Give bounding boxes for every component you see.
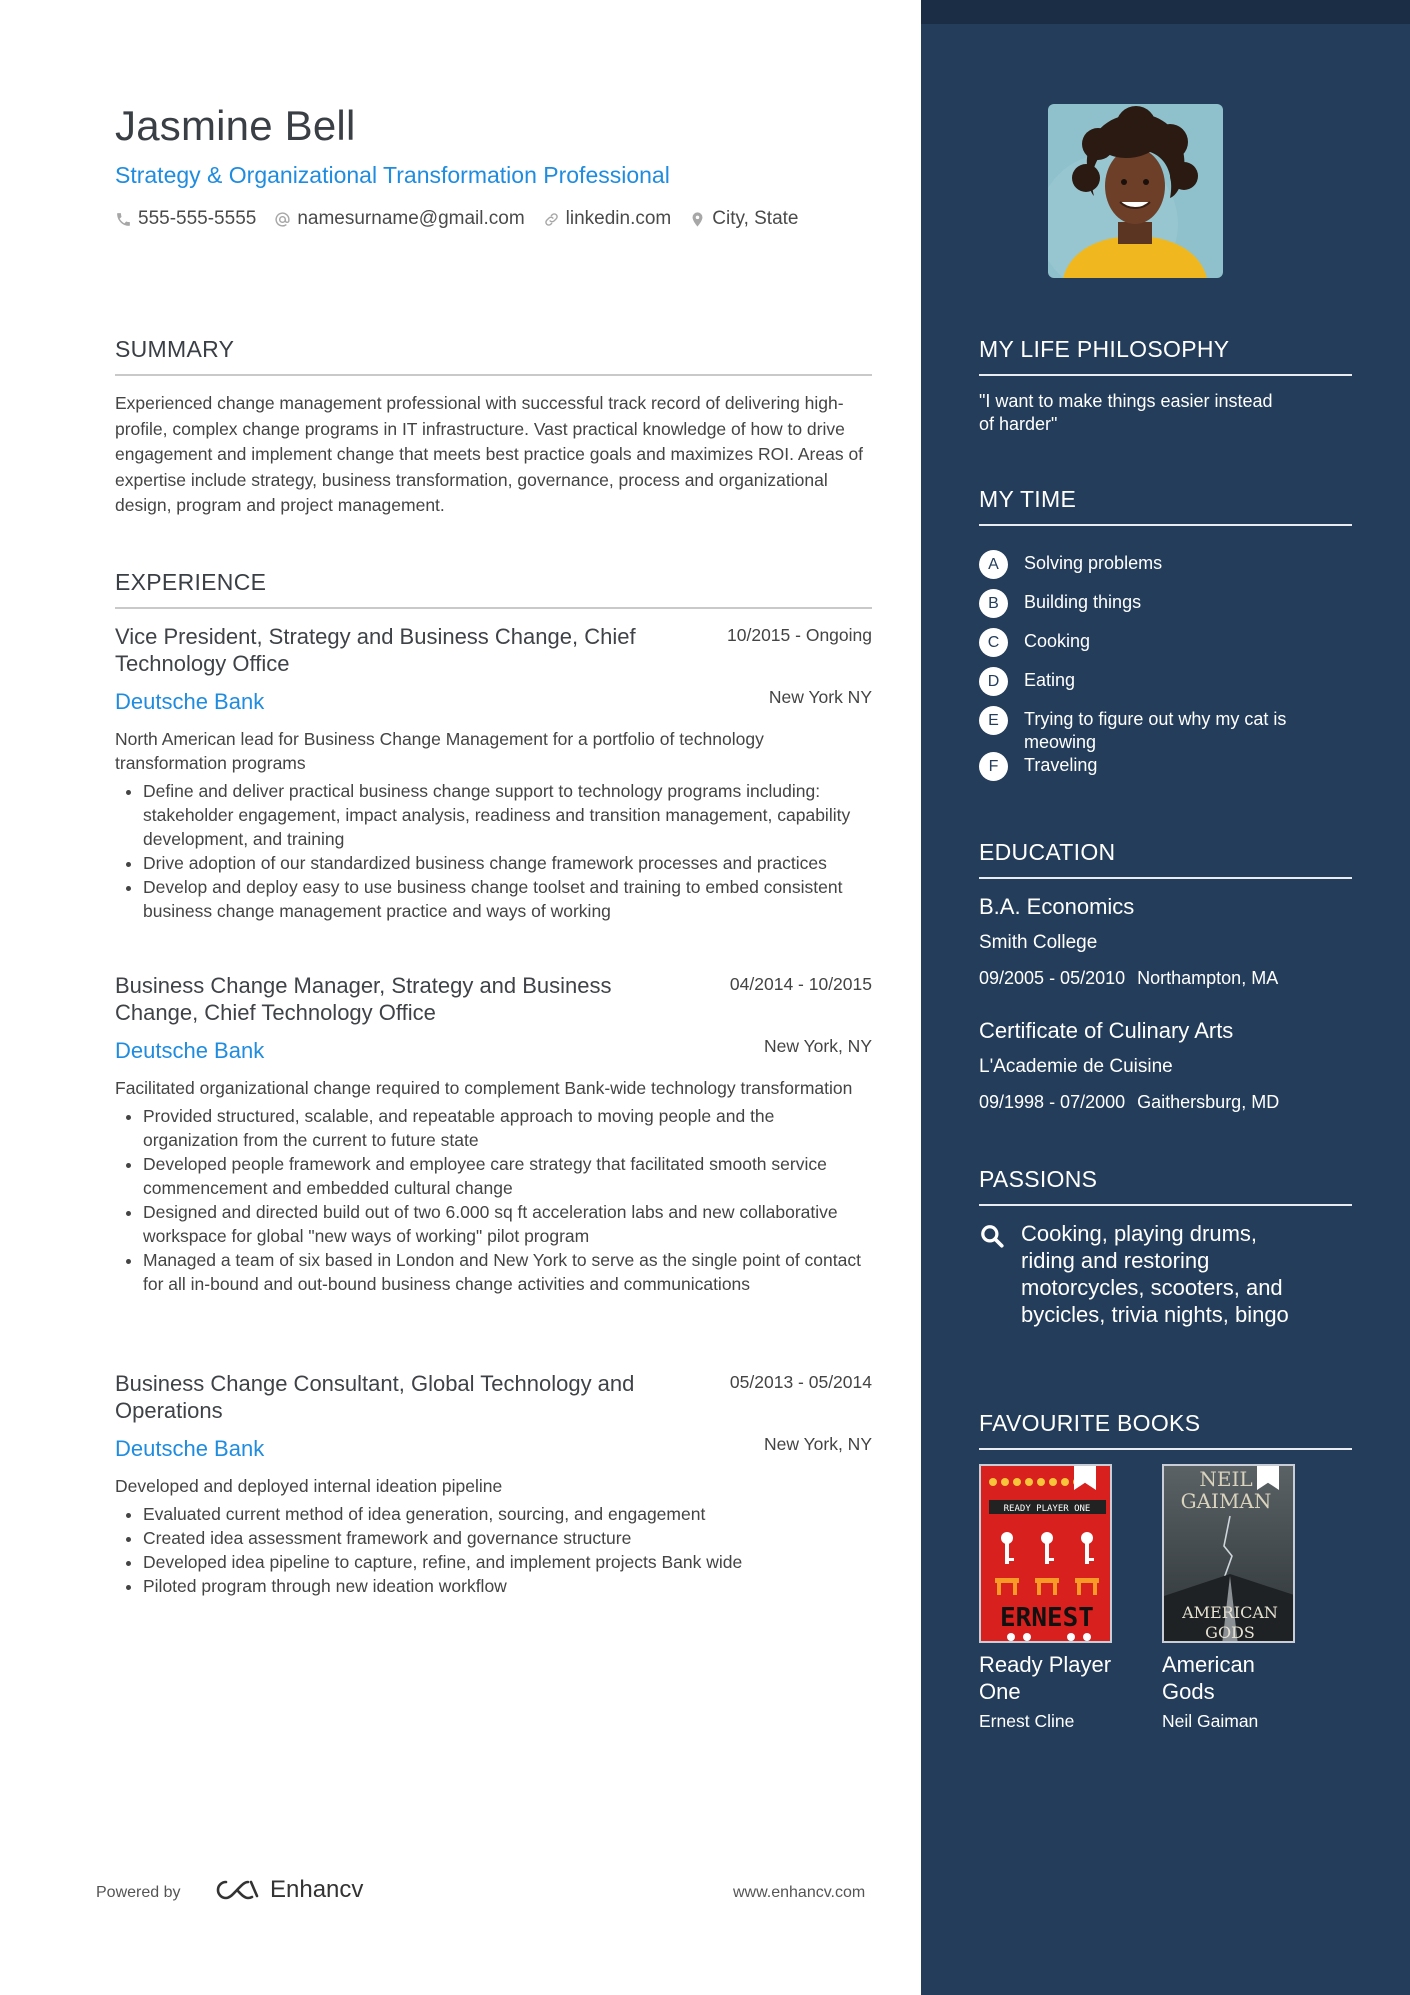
contact-link[interactable]	[543, 208, 672, 230]
time-badge: B	[979, 589, 1008, 618]
job-bullets	[115, 1104, 872, 1296]
education-entry	[979, 1018, 1359, 1113]
list-item	[979, 552, 1359, 579]
job-bullet: • Provided structured, scalable, and repeatable approach to moving people and the organization from the current to future state	[143, 1104, 872, 1152]
book-cover	[979, 1464, 1112, 1643]
education-school: Smith College	[979, 932, 1098, 953]
job-bullet: • Developed people framework and employee care strategy that facilitated smooth service commencement and embedded cultural change	[143, 1152, 872, 1200]
profile-photo	[1048, 104, 1223, 278]
passion-item	[979, 1220, 1311, 1328]
cover-text: GAIMAN	[1180, 1489, 1272, 1513]
book-cover-art	[981, 1466, 1112, 1643]
my-time-title: MY TIME	[979, 486, 1077, 512]
avatar	[1048, 104, 1223, 278]
contact-location	[689, 208, 798, 230]
enhancv-logo-icon	[214, 1878, 260, 1902]
contact-email[interactable]	[274, 208, 524, 230]
education-location: Northampton, MA	[1137, 968, 1279, 988]
time-badge: C	[979, 628, 1008, 657]
job-bullet: • Define and deliver practical business change support to technology programs including: stakeholder engagement, impact analysis, readiness and transition management, capability development, and training	[143, 779, 872, 851]
job-bullet: • Created idea assessment framework and governance structure	[143, 1526, 872, 1550]
job-bullet: • Develop and deploy easy to use business change toolset and training to embed consistent business change management practice and ways of working	[143, 875, 872, 923]
education-divider	[979, 877, 1352, 879]
time-label: Traveling	[1024, 755, 1098, 775]
philosophy-divider	[979, 374, 1352, 376]
time-label: Trying to figure out why my cat is meowing	[1024, 709, 1287, 752]
my-time-divider	[979, 524, 1352, 526]
contact-phone-text: 555-555-5555	[138, 208, 257, 229]
book-author: Neil Gaiman	[1162, 1711, 1259, 1731]
time-label: Building things	[1024, 592, 1142, 612]
contact-phone[interactable]	[115, 208, 256, 230]
candidate-tagline: Strategy & Organizational Transformation Professional	[115, 162, 670, 188]
job-dates: 10/2015 - Ongoing	[727, 625, 872, 645]
education-location: Gaithersburg, MD	[1137, 1092, 1280, 1112]
search-icon	[979, 1223, 1005, 1249]
book-cover	[1162, 1464, 1295, 1643]
job-location: New York, NY	[764, 1036, 872, 1056]
books-title: FAVOURITE BOOKS	[979, 1410, 1201, 1436]
job-location: New York, NY	[764, 1434, 872, 1454]
list-item	[979, 630, 1359, 657]
sidebar	[921, 0, 1410, 1995]
job-bullet: • Developed idea pipeline to capture, refine, and implement projects Bank wide	[143, 1550, 872, 1574]
cover-title-text: READY PLAYER ONE	[1003, 1504, 1091, 1514]
time-badge: A	[979, 550, 1008, 579]
passion-text: Cooking, playing drums, riding and restoring motorcycles, scooters, and bycicles, trivia nights, bingo	[1021, 1221, 1289, 1327]
list-item	[979, 708, 1359, 754]
cover-author-text: ERNEST	[1000, 1603, 1094, 1633]
book-title: American Gods	[1162, 1652, 1255, 1704]
education-meta	[979, 1092, 1359, 1113]
phone-icon	[115, 211, 132, 228]
job-bullets	[115, 779, 872, 923]
time-label: Eating	[1024, 670, 1076, 690]
enhancv-logo[interactable]	[214, 1876, 363, 1904]
education-dates: 09/2005 - 05/2010	[979, 968, 1126, 988]
job-dates: 05/2013 - 05/2014	[729, 1372, 872, 1392]
cover-text: AMERICAN	[1182, 1603, 1278, 1622]
time-badge: F	[979, 752, 1008, 781]
job-description: North American lead for Business Change Management for a portfolio of technology transformation programs	[115, 729, 764, 773]
book-item	[1162, 1464, 1297, 1732]
job-dates: 04/2014 - 10/2015	[729, 974, 872, 994]
cover-text: GODS	[1205, 1623, 1255, 1642]
powered-by-label: Powered by	[96, 1884, 181, 1901]
at-icon	[274, 211, 291, 228]
job-location: New York NY	[768, 687, 872, 707]
enhancv-brand-text: Enhancv	[270, 1876, 364, 1903]
time-badge: E	[979, 706, 1008, 735]
job-description: Facilitated organizational change required to complement Bank-wide technology transformation	[115, 1078, 853, 1098]
job-title: Vice President, Strategy and Business Change, Chief Technology Office	[115, 624, 636, 676]
job-title: Business Change Consultant, Global Technology and Operations	[115, 1371, 635, 1423]
job-bullet: • Evaluated current method of idea generation, sourcing, and engagement	[143, 1502, 872, 1526]
education-title: EDUCATION	[979, 839, 1116, 865]
job-bullets	[115, 1502, 872, 1598]
my-time-list	[979, 552, 1359, 793]
job-entry	[115, 972, 872, 1296]
passions-title: PASSIONS	[979, 1166, 1098, 1192]
link-icon	[543, 211, 560, 228]
book-title: Ready Player One	[979, 1652, 1112, 1704]
job-title: Business Change Manager, Strategy and Business Change, Chief Technology Office	[115, 973, 612, 1025]
philosophy-title: MY LIFE PHILOSOPHY	[979, 336, 1230, 362]
job-bullet: • Designed and directed build out of two 6.000 sq ft acceleration labs and new collaborative workspace for global "new ways of working" pilot program	[143, 1200, 872, 1248]
time-label: Cooking	[1024, 631, 1091, 651]
book-author: Ernest Cline	[979, 1711, 1075, 1731]
time-badge: D	[979, 667, 1008, 696]
cover-text: NEIL	[1199, 1467, 1253, 1491]
job-entry	[115, 1370, 872, 1598]
list-item	[979, 669, 1359, 696]
job-description: Developed and deployed internal ideation pipeline	[115, 1476, 503, 1496]
job-company: Deutsche Bank	[115, 689, 265, 714]
book-item	[979, 1464, 1114, 1732]
job-entry	[115, 623, 872, 923]
summary-title: SUMMARY	[115, 336, 235, 362]
time-label: Solving problems	[1024, 553, 1163, 573]
job-company: Deutsche Bank	[115, 1038, 265, 1063]
candidate-name: Jasmine Bell	[115, 102, 356, 149]
footer-url[interactable]: www.enhancv.com	[733, 1884, 866, 1901]
experience-divider	[115, 607, 872, 609]
book-cover-art	[1164, 1466, 1295, 1643]
summary-divider	[115, 374, 872, 376]
books-divider	[979, 1448, 1352, 1450]
job-bullet: • Managed a team of six based in London and New York to serve as the single point of contact for all in-bound and out-bound business change activities and communications	[143, 1248, 872, 1296]
job-company: Deutsche Bank	[115, 1436, 265, 1461]
contact-email-text: namesurname@gmail.com	[297, 208, 525, 229]
location-pin-icon	[689, 211, 706, 228]
list-item	[979, 591, 1359, 618]
education-degree: Certificate of Culinary Arts	[979, 1018, 1234, 1043]
passions-divider	[979, 1204, 1352, 1206]
sidebar-top-band	[921, 0, 1410, 24]
education-degree: B.A. Economics	[979, 894, 1135, 919]
contact-location-text: City, State	[712, 208, 799, 229]
contact-row	[115, 208, 799, 230]
education-school: L'Academie de Cuisine	[979, 1056, 1173, 1077]
contact-link-text: linkedin.com	[565, 208, 672, 229]
education-entry	[979, 894, 1359, 989]
job-bullet: • Drive adoption of our standardized business change framework processes and practices	[143, 851, 872, 875]
philosophy-quote: "I want to make things easier instead of harder"	[979, 391, 1273, 434]
summary-text: Experienced change management professional with successful track record of delivering high-profile, complex change programs in IT infrastructure. Vast practical knowledge of how to drive engagement and implement change that meets best practice goals and maximizes ROI. Areas of expertise include strategy, business transformation, governance, process and organizational design, program and project management.	[115, 393, 864, 515]
education-dates: 09/1998 - 07/2000	[979, 1092, 1126, 1112]
education-meta	[979, 968, 1359, 989]
job-bullet: • Piloted program through new ideation workflow	[143, 1574, 872, 1598]
list-item	[979, 754, 1359, 781]
experience-title: EXPERIENCE	[115, 569, 267, 595]
